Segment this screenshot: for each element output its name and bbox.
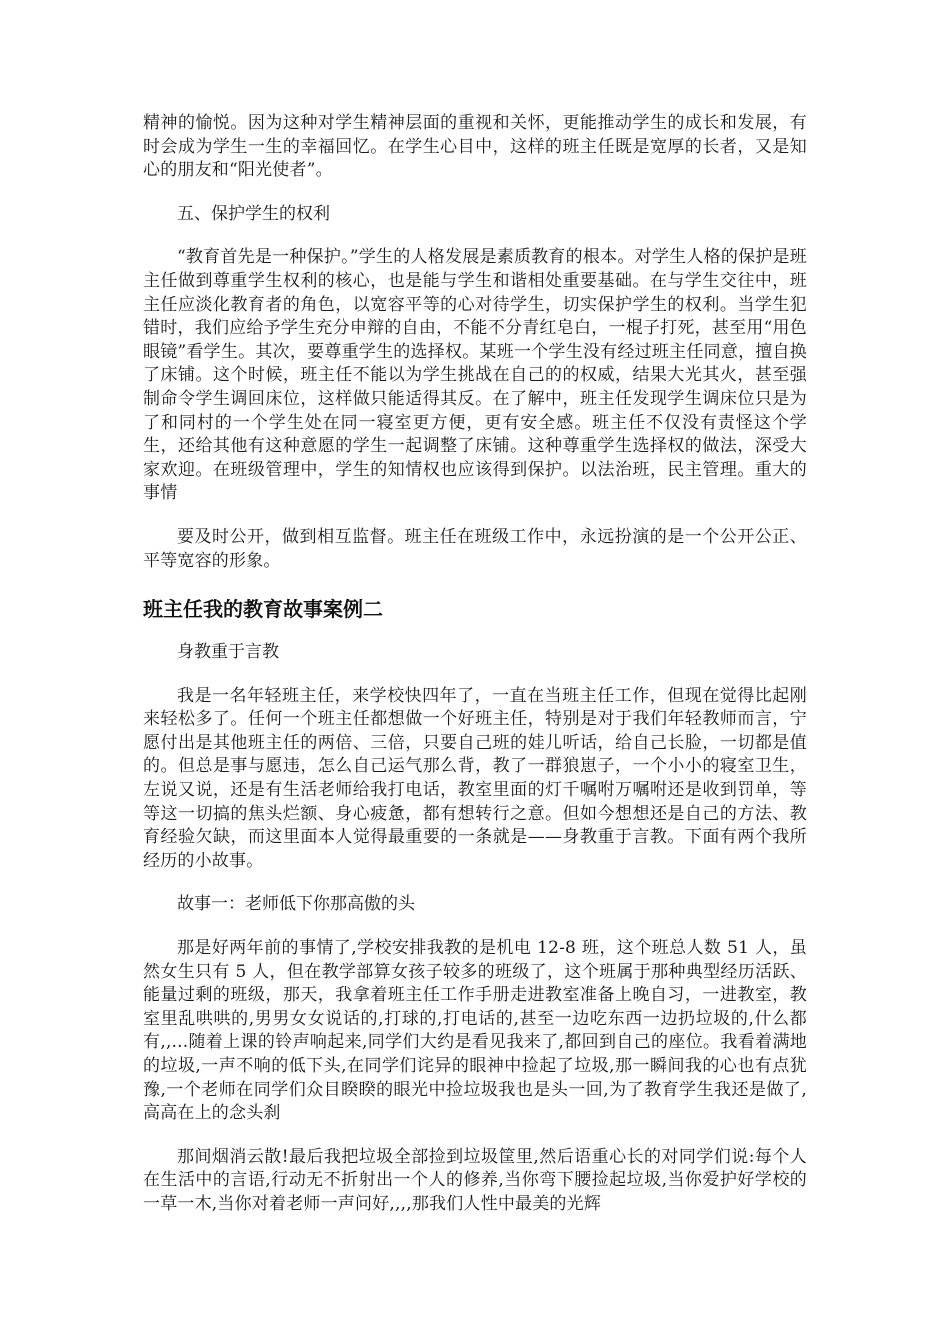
section-title: 班主任我的教育故事案例二 xyxy=(143,597,383,622)
paragraph-intro: 我是一名年轻班主任，来学校快四年了，一直在当班主任工作，但现在觉得比起刚来轻松多了。任何一个班主任都想做一个好班主任，特别是对于我们年轻教师而言，宁愿付出是其他班主任的两倍、三倍，只要自己班的娃儿听话，给自己长脸，一切都是值的。但总是事与愿违，怎么自己运气那么背，教了一群狼崽子，一个小小的寝室卫生，左说又说，还是有生活老师给我打电话，教室里面的灯千嘱咐万嘱咐还是收到罚单，等等这一切搞的焦头烂额、身心疲惫，都有想转行之意。但如今想想还是自己的方法、教育经验欠缺，而这里面本人觉得最重要的一条就是——身教重于言教。下面有两个我所经历的小故事。 xyxy=(143,685,807,871)
paragraph-continuation: 精神的愉悦。因为这种对学生精神层面的重视和关怀，更能推动学生的成长和发展，有时会成为学生一生的幸福回忆。在学生心目中，这样的班主任既是宽厚的长者，又是知心的朋友和“阳光使者”。 xyxy=(143,113,807,181)
story-one-title: 故事一：老师低下你那高傲的头 xyxy=(177,894,415,915)
paragraph-story-one-cont: 那间烟消云散!最后我把垃圾全部捡到垃圾筐里,然后语重心长的对同学们说:每个人在生活中的言语,行动无不折射出一个人的修养,当你弯下腰捡起垃圾,当你爱护好学校的一草一木,当你对着老师一声问好,,,,那我们人性中最美的光辉 xyxy=(143,1146,807,1214)
subtitle: 身教重于言教 xyxy=(177,642,279,663)
document-page xyxy=(143,112,807,1217)
paragraph-protection: “教育首先是一种保护。”学生的人格发展是素质教育的根本。对学生人格的保护是班主任做到尊重学生权利的核心，也是能与学生和谐相处重要基础。在与学生交往中，班主任应淡化教育者的角色，以宽容平等的心对待学生，切实保护学生的权利。当学生犯错时，我们应给予学生充分申辩的自由，不能不分青红皂白，一棍子打死，甚至用“用色眼镜”看学生。其次，要尊重学生的选择权。某班一个学生没有经过班主任同意，擅自换了床铺。这个时候，班主任不能以为学生挑战在自己的的权威，结果大光其火，甚至强制命令学生调回床位，这样做只能适得其反。在了解中，班主任发现学生调床位只是为了和同村的一个学生处在同一寝室更方便，更有安全感。班主任不仅没有责怪这个学生，还给其他有这种意愿的学生一起调整了床铺。这种尊重学生选择权的做法，深受大家欢迎。在班级管理中，学生的知情权也应该得到保护。以法治班，民主管理。重大的事情 xyxy=(143,247,807,504)
heading-protect-rights: 五、保护学生的权利 xyxy=(177,203,330,224)
paragraph-openness: 要及时公开，做到相互监督。班主任在班级工作中，永远扮演的是一个公开公正、平等宽容的形象。 xyxy=(143,526,807,571)
paragraph-story-one: 那是好两年前的事情了,学校安排我教的是机电 12-8 班，这个班总人数 51 人，虽然女生只有 5 人，但在教学部算女孩子较多的班级了，这个班属于那种典型经历活跃、能量过剩的班级，那天，我拿着班主任工作手册走进教室准备上晚自习，一进教室，教室里乱哄哄的,男男女女说话的,打球的,打电话的,甚至一边吃东西一边扔垃圾的,什么都有,,...随着上课的铃声响起来,同学们大约是看见我来了,都回到自己的座位。我看着满地的垃圾,一声不响的低下头,在同学们诧异的眼神中捡起了垃圾,那一瞬间我的心也有点犹豫,一个老师在同学们众目睽睽的眼光中捡垃圾我也是头一回,为了教育学生我还是做了,高高在上的念头刹 xyxy=(143,938,807,1124)
